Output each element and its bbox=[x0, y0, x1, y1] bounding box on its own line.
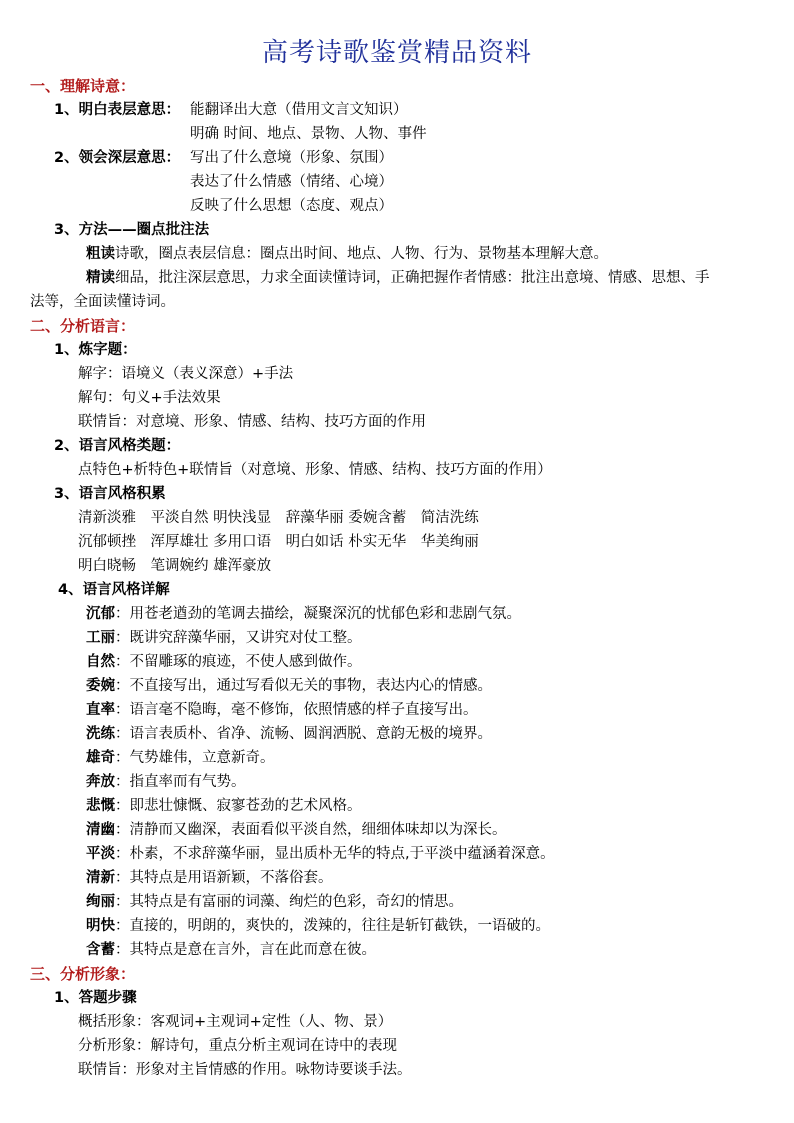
item-text: 联情旨：形象对主旨情感的作用。咏物诗要谈手法。 bbox=[78, 1062, 412, 1078]
item-text: 表达了什么情感（情绪、心境） bbox=[190, 174, 393, 190]
item-text: 点特色+析特色+联情旨（对意境、形象、情感、结构、技巧方面的作用） bbox=[78, 462, 552, 478]
section-heading-3: 三、分析形象： bbox=[30, 965, 136, 983]
style-detail-item bbox=[86, 772, 246, 792]
method-line bbox=[86, 268, 710, 288]
style-detail-term: 雄奇 bbox=[86, 750, 115, 766]
style-detail-item bbox=[86, 700, 478, 720]
style-detail-item bbox=[86, 868, 333, 888]
item-label: 3、方法——圈点批注法 bbox=[54, 222, 210, 238]
item-text: 写出了什么意境（形象、氛围） bbox=[190, 150, 393, 166]
method-key: 精读 bbox=[86, 270, 115, 286]
style-detail-text: ：不直接写出，通过写看似无关的事物，表达内心的情感。 bbox=[115, 678, 492, 694]
style-detail-item bbox=[86, 676, 492, 696]
style-detail-term: 自然 bbox=[86, 654, 115, 670]
page-title: 高考诗歌鉴赏精品资料 bbox=[261, 38, 532, 68]
item-label: 1、炼字题： bbox=[54, 342, 137, 358]
style-detail-item bbox=[86, 844, 555, 864]
section-heading-1: 一、理解诗意： bbox=[30, 77, 136, 95]
item-text: 反映了什么思想（态度、观点） bbox=[190, 198, 393, 214]
style-detail-text: ：清静而又幽深，表面看似平淡自然，细细体味却以为深长。 bbox=[115, 822, 507, 838]
style-detail-text: ：不留雕琢的痕迹，不使人感到做作。 bbox=[115, 654, 362, 670]
style-detail-term: 委婉 bbox=[86, 678, 115, 694]
style-detail-item bbox=[86, 820, 507, 840]
style-detail-item bbox=[86, 940, 376, 960]
style-detail-text: ：其特点是意在言外，言在此而意在彼。 bbox=[115, 942, 376, 958]
style-detail-term: 平淡 bbox=[86, 846, 115, 862]
item-text: 明确 时间、地点、景物、人物、事件 bbox=[190, 126, 427, 142]
style-detail-term: 奔放 bbox=[86, 774, 115, 790]
style-detail-text: ：语言表质朴、省净、流畅、圆润洒脱、意韵无极的境界。 bbox=[115, 726, 492, 742]
style-detail-item bbox=[86, 652, 362, 672]
method-continuation: 法等，全面读懂诗词。 bbox=[30, 294, 175, 310]
style-detail-text: ：即悲壮慷慨、寂寥苍劲的艺术风格。 bbox=[115, 798, 362, 814]
item-label: 3、语言风格积累 bbox=[54, 486, 166, 502]
item-label: 1、答题步骤 bbox=[54, 990, 137, 1006]
style-detail-term: 清幽 bbox=[86, 822, 115, 838]
item-text: 解句：句义+手法效果 bbox=[78, 390, 221, 406]
style-detail-term: 清新 bbox=[86, 870, 115, 886]
style-detail-term: 明快 bbox=[86, 918, 115, 934]
method-text: 细品，批注深层意思，力求全面读懂诗词，正确把握作者情感：批注出意境、情感、思想、手 bbox=[115, 270, 710, 286]
style-detail-text: ：气势雄伟，立意新奇。 bbox=[115, 750, 275, 766]
style-detail-item bbox=[86, 916, 550, 936]
item-text: 概括形象：客观词+主观词+定性（人、物、景） bbox=[78, 1014, 393, 1030]
style-detail-term: 洗练 bbox=[86, 726, 115, 742]
item-label: 4、语言风格详解 bbox=[58, 582, 170, 598]
style-detail-text: ：其特点是用语新颖，不落俗套。 bbox=[115, 870, 333, 886]
item-label: 2、领会深层意思： bbox=[54, 150, 181, 166]
item-label: 2、语言风格类题： bbox=[54, 438, 181, 454]
style-list-line: 沉郁顿挫 浑厚雄壮 多用口语 明白如话 朴实无华 华美绚丽 bbox=[78, 534, 479, 550]
method-key: 粗读 bbox=[86, 246, 115, 262]
style-detail-text: ：用苍老遒劲的笔调去描绘，凝聚深沉的忧郁色彩和悲剧气氛。 bbox=[115, 606, 521, 622]
style-detail-item bbox=[86, 796, 362, 816]
style-detail-term: 工丽 bbox=[86, 630, 115, 646]
style-detail-text: ：朴素，不求辞藻华丽，显出质朴无华的特点,于平淡中蕴涵着深意。 bbox=[115, 846, 555, 862]
item-text: 能翻译出大意（借用文言文知识） bbox=[190, 102, 408, 118]
style-detail-text: ：指直率而有气势。 bbox=[115, 774, 246, 790]
style-detail-item bbox=[86, 628, 362, 648]
item-text: 分析形象：解诗句，重点分析主观词在诗中的表现 bbox=[78, 1038, 397, 1054]
style-detail-item bbox=[86, 892, 463, 912]
style-detail-item bbox=[86, 748, 275, 768]
method-line bbox=[86, 244, 608, 264]
style-detail-item bbox=[86, 724, 492, 744]
style-detail-term: 直率 bbox=[86, 702, 115, 718]
style-detail-term: 沉郁 bbox=[86, 606, 115, 622]
style-list-line: 清新淡雅 平淡自然 明快浅显 辞藻华丽 委婉含蓄 简洁洗练 bbox=[78, 510, 479, 526]
style-detail-text: ：直接的，明朗的，爽快的，泼辣的，往往是斩钉截铁，一语破的。 bbox=[115, 918, 550, 934]
style-detail-item bbox=[86, 604, 521, 624]
style-detail-text: ：既讲究辞藻华丽，又讲究对仗工整。 bbox=[115, 630, 362, 646]
item-text: 联情旨：对意境、形象、情感、结构、技巧方面的作用 bbox=[78, 414, 426, 430]
style-detail-term: 悲慨 bbox=[86, 798, 115, 814]
style-detail-text: ：语言毫不隐晦，毫不修饰，依照情感的样子直接写出。 bbox=[115, 702, 478, 718]
style-list-line: 明白晓畅 笔调婉约 雄浑豪放 bbox=[78, 558, 272, 574]
item-text: 解字：语境义（表义深意）+手法 bbox=[78, 366, 294, 382]
method-text: 诗歌，圈点表层信息：圈点出时间、地点、人物、行为、景物基本理解大意。 bbox=[115, 246, 608, 262]
style-detail-term: 绚丽 bbox=[86, 894, 115, 910]
item-label: 1、明白表层意思： bbox=[54, 102, 181, 118]
style-detail-term: 含蓄 bbox=[86, 942, 115, 958]
style-detail-text: ：其特点是有富丽的词藻、绚烂的色彩，奇幻的情思。 bbox=[115, 894, 463, 910]
section-heading-2: 二、分析语言： bbox=[30, 317, 136, 335]
